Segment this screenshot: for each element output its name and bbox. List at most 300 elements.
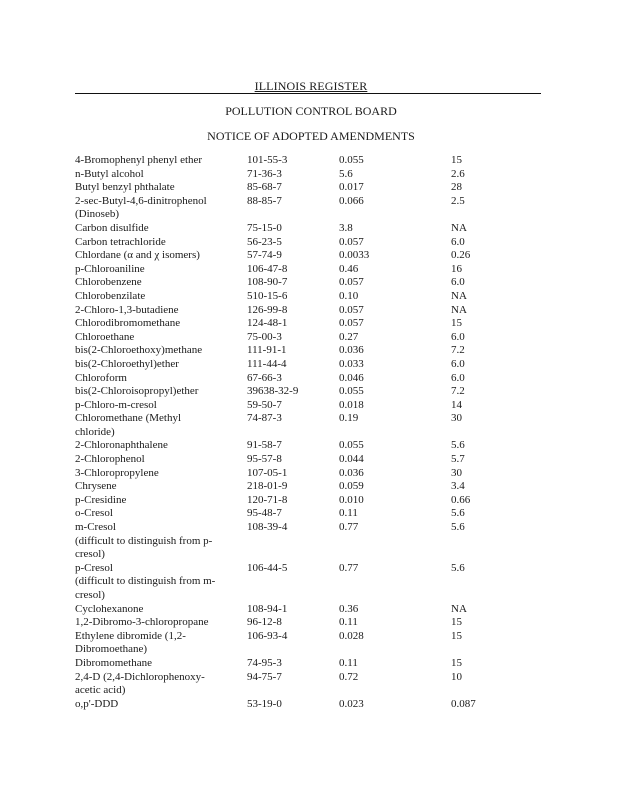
table-row	[75, 453, 545, 467]
table-row	[75, 412, 545, 439]
cas-number: 108-39-4	[247, 521, 288, 534]
nonwastewater-standard: 15	[451, 656, 462, 669]
table-row	[75, 603, 545, 617]
cas-number-cell	[247, 507, 339, 521]
constituent-name: Chloromethane (Methyl chloride)	[75, 412, 182, 438]
cas-number-cell	[247, 439, 339, 453]
table-row	[75, 317, 545, 331]
constituent-name-cell	[75, 439, 247, 453]
cas-number-cell	[247, 331, 339, 345]
nonwastewater-standard-cell	[451, 494, 531, 508]
table-row	[75, 154, 545, 168]
nonwastewater-standard: 6.0	[451, 235, 465, 248]
nonwastewater-standard-cell	[451, 358, 531, 372]
table-row	[75, 276, 545, 290]
nonwastewater-standard-cell	[451, 168, 531, 182]
cas-number-cell	[247, 304, 339, 318]
wastewater-standard: 0.77	[339, 521, 359, 534]
wastewater-standard-cell	[339, 671, 451, 698]
constituent-name: m-Cresol (difficult to distinguish from p- cresol)	[75, 521, 213, 561]
cas-number-cell	[247, 657, 339, 671]
constituent-name: Ethylene dibromide (1,2- Dibromoethane)	[75, 629, 186, 656]
nonwastewater-standard-cell	[451, 412, 531, 439]
constituent-name: p-Cresol (difficult to distinguish from m- cresol)	[75, 561, 216, 601]
cas-number: 108-90-7	[247, 276, 288, 289]
constituent-name: Chlorodibromomethane	[75, 317, 181, 330]
constituent-name-cell	[75, 181, 247, 195]
nonwastewater-standard: 0.26	[451, 249, 471, 262]
cas-number: 95-57-8	[247, 453, 282, 466]
constituent-name-cell	[75, 154, 247, 168]
wastewater-standard-cell	[339, 453, 451, 467]
wastewater-standard: 0.023	[339, 697, 364, 710]
constituent-name: bis(2-Chloroethoxy)methane	[75, 344, 203, 357]
wastewater-standard: 0.033	[339, 357, 364, 370]
cas-number-cell	[247, 317, 339, 331]
wastewater-standard-cell	[339, 236, 451, 250]
cas-number: 106-44-5	[247, 561, 288, 574]
nonwastewater-standard: 30	[451, 466, 462, 479]
wastewater-standard: 0.057	[339, 276, 364, 289]
nonwastewater-standard: NA	[451, 221, 467, 234]
constituent-name: 3-Chloropropylene	[75, 466, 159, 479]
wastewater-standard: 0.018	[339, 398, 364, 411]
cas-number: 107-05-1	[247, 466, 288, 479]
cas-number: 74-95-3	[247, 656, 282, 669]
cas-number-cell	[247, 385, 339, 399]
constituent-name: o,p'-DDD	[75, 697, 119, 710]
nonwastewater-standard-cell	[451, 372, 531, 386]
wastewater-standard: 0.72	[339, 670, 359, 683]
cas-number-cell	[247, 480, 339, 494]
constituent-name: 1,2-Dibromo-3-chloropropane	[75, 616, 209, 629]
nonwastewater-standard: 6.0	[451, 276, 465, 289]
cas-number-cell	[247, 276, 339, 290]
constituent-name-cell	[75, 195, 247, 222]
constituent-name: o-Cresol	[75, 507, 113, 520]
wastewater-standard: 0.046	[339, 371, 364, 384]
wastewater-standard-cell	[339, 616, 451, 630]
nonwastewater-standard: 15	[451, 317, 462, 330]
cas-number-cell	[247, 181, 339, 195]
wastewater-standard-cell	[339, 358, 451, 372]
nonwastewater-standard: 15	[451, 629, 462, 642]
cas-number-cell	[247, 168, 339, 182]
constituent-name-cell	[75, 304, 247, 318]
constituent-table	[75, 154, 545, 711]
constituent-name-cell	[75, 276, 247, 290]
table-row	[75, 494, 545, 508]
nonwastewater-standard-cell	[451, 439, 531, 453]
cas-number-cell	[247, 616, 339, 630]
constituent-name: Carbon tetrachloride	[75, 235, 166, 248]
constituent-name: p-Cresidine	[75, 493, 127, 506]
table-row	[75, 358, 545, 372]
nonwastewater-standard: 0.66	[451, 493, 471, 506]
cas-number-cell	[247, 290, 339, 304]
cas-number: 53-19-0	[247, 697, 282, 710]
constituent-name-cell	[75, 412, 247, 439]
wastewater-standard-cell	[339, 304, 451, 318]
constituent-name-cell	[75, 168, 247, 182]
nonwastewater-standard-cell	[451, 603, 531, 617]
cas-number: 510-15-6	[247, 289, 288, 302]
constituent-name-cell	[75, 290, 247, 304]
board-name: POLLUTION CONTROL BOARD	[225, 104, 397, 118]
nonwastewater-standard-cell	[451, 263, 531, 277]
cas-number-cell	[247, 603, 339, 617]
constituent-name-cell	[75, 630, 247, 657]
cas-number-cell	[247, 412, 339, 439]
cas-number-cell	[247, 195, 339, 222]
wastewater-standard: 3.8	[339, 221, 353, 234]
constituent-name-cell	[75, 358, 247, 372]
nonwastewater-standard-cell	[451, 304, 531, 318]
wastewater-standard: 5.6	[339, 167, 353, 180]
constituent-name: bis(2-Chloroisopropyl)ether	[75, 385, 199, 398]
table-row	[75, 236, 545, 250]
nonwastewater-standard-cell	[451, 249, 531, 263]
wastewater-standard-cell	[339, 698, 451, 712]
constituent-name-cell	[75, 657, 247, 671]
cas-number: 57-74-9	[247, 249, 282, 262]
cas-number: 39638-32-9	[247, 385, 299, 398]
wastewater-standard-cell	[339, 154, 451, 168]
cas-number-cell	[247, 671, 339, 698]
nonwastewater-standard: 15	[451, 616, 462, 629]
wastewater-standard-cell	[339, 168, 451, 182]
constituent-name-cell	[75, 249, 247, 263]
cas-number-cell	[247, 222, 339, 236]
constituent-name: p-Chloroaniline	[75, 262, 145, 275]
constituent-name-cell	[75, 671, 247, 698]
wastewater-standard: 0.19	[339, 412, 359, 425]
wastewater-standard-cell	[339, 439, 451, 453]
wastewater-standard: 0.11	[339, 507, 358, 520]
nonwastewater-standard: 5.6	[451, 561, 465, 574]
wastewater-standard: 0.010	[339, 493, 364, 506]
constituent-name: bis(2-Chloroethyl)ether	[75, 357, 179, 370]
wastewater-standard: 0.044	[339, 453, 364, 466]
constituent-name: 4-Bromophenyl phenyl ether	[75, 154, 203, 166]
constituent-name-cell	[75, 317, 247, 331]
cas-number-cell	[247, 399, 339, 413]
wastewater-standard: 0.059	[339, 480, 364, 493]
constituent-name-cell	[75, 467, 247, 481]
cas-number: 85-68-7	[247, 181, 282, 194]
constituent-name: Carbon disulfide	[75, 221, 149, 234]
constituent-name: Butyl benzyl phthalate	[75, 181, 175, 194]
cas-number-cell	[247, 154, 339, 168]
cas-number-cell	[247, 263, 339, 277]
wastewater-standard: 0.057	[339, 317, 364, 330]
constituent-name: n-Butyl alcohol	[75, 167, 144, 180]
constituent-name: 2-sec-Butyl-4,6-dinitrophenol (Dinoseb)	[75, 194, 207, 221]
constituent-name-cell	[75, 453, 247, 467]
wastewater-standard: 0.036	[339, 344, 364, 357]
wastewater-standard-cell	[339, 480, 451, 494]
table-row	[75, 372, 545, 386]
nonwastewater-standard-cell	[451, 671, 531, 698]
wastewater-standard-cell	[339, 317, 451, 331]
constituent-name: 2-Chlorophenol	[75, 453, 145, 466]
table-row	[75, 467, 545, 481]
wastewater-standard-cell	[339, 657, 451, 671]
table-row	[75, 630, 545, 657]
cas-number: 74-87-3	[247, 412, 282, 425]
nonwastewater-standard-cell	[451, 562, 531, 603]
constituent-name: 2-Chloro-1,3-butadiene	[75, 303, 179, 316]
cas-number: 101-55-3	[247, 154, 288, 166]
nonwastewater-standard: 15	[451, 154, 462, 166]
constituent-name: Chlordane (α and χ isomers)	[75, 249, 200, 262]
wastewater-standard: 0.036	[339, 466, 364, 479]
nonwastewater-standard-cell	[451, 195, 531, 222]
cas-number-cell	[247, 453, 339, 467]
wastewater-standard-cell	[339, 385, 451, 399]
wastewater-standard: 0.36	[339, 602, 359, 615]
constituent-name-cell	[75, 263, 247, 277]
table-row	[75, 671, 545, 698]
wastewater-standard: 0.055	[339, 439, 364, 452]
table-row	[75, 507, 545, 521]
cas-number: 124-48-1	[247, 317, 288, 330]
constituent-name-cell	[75, 507, 247, 521]
constituent-name: Chlorobenzilate	[75, 289, 146, 302]
nonwastewater-standard-cell	[451, 698, 531, 712]
cas-number: 96-12-8	[247, 616, 282, 629]
nonwastewater-standard: 5.6	[451, 439, 465, 452]
nonwastewater-standard: 30	[451, 412, 462, 425]
table-row	[75, 344, 545, 358]
nonwastewater-standard: 10	[451, 670, 462, 683]
cas-number: 95-48-7	[247, 507, 282, 520]
cas-number: 106-47-8	[247, 262, 288, 275]
nonwastewater-standard: 16	[451, 262, 462, 275]
cas-number: 120-71-8	[247, 493, 288, 506]
table-row	[75, 168, 545, 182]
wastewater-standard: 0.057	[339, 303, 364, 316]
wastewater-standard-cell	[339, 181, 451, 195]
wastewater-standard: 0.46	[339, 262, 359, 275]
nonwastewater-standard-cell	[451, 385, 531, 399]
table-row	[75, 616, 545, 630]
nonwastewater-standard-cell	[451, 154, 531, 168]
cas-number: 111-44-4	[247, 357, 287, 370]
table-row	[75, 657, 545, 671]
wastewater-standard-cell	[339, 630, 451, 657]
nonwastewater-standard-cell	[451, 331, 531, 345]
cas-number: 59-50-7	[247, 398, 282, 411]
table-row	[75, 521, 545, 562]
nonwastewater-standard: 6.0	[451, 330, 465, 343]
nonwastewater-standard-cell	[451, 480, 531, 494]
nonwastewater-standard: 2.5	[451, 194, 465, 207]
constituent-name-cell	[75, 236, 247, 250]
wastewater-standard: 0.77	[339, 561, 359, 574]
register-title: ILLINOIS REGISTER	[254, 79, 368, 93]
cas-number-cell	[247, 494, 339, 508]
constituent-name-cell	[75, 372, 247, 386]
wastewater-standard-cell	[339, 344, 451, 358]
constituent-name-cell	[75, 344, 247, 358]
cas-number: 126-99-8	[247, 303, 288, 316]
nonwastewater-standard-cell	[451, 521, 531, 562]
cas-number-cell	[247, 344, 339, 358]
cas-number: 91-58-7	[247, 439, 282, 452]
nonwastewater-standard-cell	[451, 290, 531, 304]
nonwastewater-standard-cell	[451, 630, 531, 657]
constituent-name-cell	[75, 698, 247, 712]
nonwastewater-standard-cell	[451, 236, 531, 250]
nonwastewater-standard-cell	[451, 181, 531, 195]
nonwastewater-standard-cell	[451, 317, 531, 331]
wastewater-standard-cell	[339, 249, 451, 263]
cas-number-cell	[247, 630, 339, 657]
nonwastewater-standard-cell	[451, 399, 531, 413]
wastewater-standard: 0.055	[339, 154, 364, 166]
table-row	[75, 480, 545, 494]
constituent-name: Cyclohexanone	[75, 602, 144, 615]
cas-number: 75-00-3	[247, 330, 282, 343]
table-row	[75, 249, 545, 263]
table-row	[75, 304, 545, 318]
nonwastewater-standard: 5.6	[451, 521, 465, 534]
wastewater-standard-cell	[339, 331, 451, 345]
wastewater-standard-cell	[339, 507, 451, 521]
wastewater-standard: 0.0033	[339, 249, 370, 262]
nonwastewater-standard: 6.0	[451, 371, 465, 384]
constituent-name-cell	[75, 603, 247, 617]
wastewater-standard-cell	[339, 276, 451, 290]
wastewater-standard-cell	[339, 372, 451, 386]
table-row	[75, 399, 545, 413]
cas-number: 106-93-4	[247, 629, 288, 642]
nonwastewater-standard-cell	[451, 222, 531, 236]
wastewater-standard-cell	[339, 521, 451, 562]
table-row	[75, 331, 545, 345]
cas-number-cell	[247, 372, 339, 386]
constituent-name-cell	[75, 562, 247, 603]
nonwastewater-standard-cell	[451, 276, 531, 290]
cas-number-cell	[247, 698, 339, 712]
cas-number-cell	[247, 521, 339, 562]
wastewater-standard-cell	[339, 195, 451, 222]
table-row	[75, 562, 545, 603]
nonwastewater-standard: 7.2	[451, 344, 465, 357]
constituent-name: Chrysene	[75, 480, 117, 493]
wastewater-standard: 0.017	[339, 181, 364, 194]
table-row	[75, 698, 545, 712]
wastewater-standard-cell	[339, 412, 451, 439]
nonwastewater-standard: NA	[451, 289, 467, 302]
wastewater-standard: 0.055	[339, 385, 364, 398]
table-row	[75, 195, 545, 222]
constituent-name-cell	[75, 331, 247, 345]
cas-number: 75-15-0	[247, 221, 282, 234]
nonwastewater-standard: 0.087	[451, 697, 476, 710]
nonwastewater-standard-cell	[451, 507, 531, 521]
nonwastewater-standard: 14	[451, 398, 462, 411]
constituent-name: 2,4-D (2,4-Dichlorophenoxy- acetic acid)	[75, 670, 205, 697]
cas-number: 71-36-3	[247, 167, 282, 180]
constituent-name: Chloroethane	[75, 330, 135, 343]
constituent-name-cell	[75, 521, 247, 562]
constituent-name-cell	[75, 480, 247, 494]
table-row	[75, 181, 545, 195]
cas-number: 94-75-7	[247, 670, 282, 683]
wastewater-standard-cell	[339, 603, 451, 617]
constituent-name: Chloroform	[75, 371, 127, 384]
constituent-name-cell	[75, 385, 247, 399]
wastewater-standard-cell	[339, 494, 451, 508]
wastewater-standard: 0.11	[339, 616, 358, 629]
cas-number: 56-23-5	[247, 235, 282, 248]
nonwastewater-standard: 2.6	[451, 167, 465, 180]
table-row	[75, 290, 545, 304]
nonwastewater-standard: 6.0	[451, 357, 465, 370]
cas-number: 218-01-9	[247, 480, 288, 493]
nonwastewater-standard: NA	[451, 602, 467, 615]
cas-number-cell	[247, 236, 339, 250]
cas-number: 88-85-7	[247, 194, 282, 207]
cas-number: 67-66-3	[247, 371, 282, 384]
cas-number-cell	[247, 358, 339, 372]
notice-title: NOTICE OF ADOPTED AMENDMENTS	[207, 129, 415, 143]
wastewater-standard-cell	[339, 290, 451, 304]
constituent-name: p-Chloro-m-cresol	[75, 398, 157, 411]
nonwastewater-standard-cell	[451, 344, 531, 358]
wastewater-standard: 0.057	[339, 235, 364, 248]
constituent-name-cell	[75, 494, 247, 508]
wastewater-standard: 0.10	[339, 289, 359, 302]
table-row	[75, 385, 545, 399]
constituent-name: Chlorobenzene	[75, 276, 142, 289]
cas-number: 111-91-1	[247, 344, 287, 357]
constituent-name: Dibromomethane	[75, 656, 152, 669]
constituent-name: 2-Chloronaphthalene	[75, 439, 168, 452]
nonwastewater-standard: 5.7	[451, 453, 465, 466]
nonwastewater-standard: 5.6	[451, 507, 465, 520]
wastewater-standard: 0.11	[339, 656, 358, 669]
nonwastewater-standard: 3.4	[451, 480, 465, 493]
nonwastewater-standard: 7.2	[451, 385, 465, 398]
table-row	[75, 263, 545, 277]
wastewater-standard: 0.028	[339, 629, 364, 642]
wastewater-standard-cell	[339, 467, 451, 481]
cas-number-cell	[247, 467, 339, 481]
table-row	[75, 222, 545, 236]
constituent-name-cell	[75, 616, 247, 630]
wastewater-standard-cell	[339, 263, 451, 277]
table-row	[75, 439, 545, 453]
cas-number: 108-94-1	[247, 602, 288, 615]
header-rule	[75, 93, 541, 94]
wastewater-standard-cell	[339, 399, 451, 413]
constituent-name-cell	[75, 399, 247, 413]
wastewater-standard: 0.27	[339, 330, 359, 343]
cas-number-cell	[247, 249, 339, 263]
nonwastewater-standard-cell	[451, 616, 531, 630]
constituent-name-cell	[75, 222, 247, 236]
nonwastewater-standard-cell	[451, 453, 531, 467]
wastewater-standard-cell	[339, 222, 451, 236]
nonwastewater-standard-cell	[451, 657, 531, 671]
cas-number-cell	[247, 562, 339, 603]
nonwastewater-standard: NA	[451, 303, 467, 316]
wastewater-standard-cell	[339, 562, 451, 603]
nonwastewater-standard: 28	[451, 181, 462, 194]
